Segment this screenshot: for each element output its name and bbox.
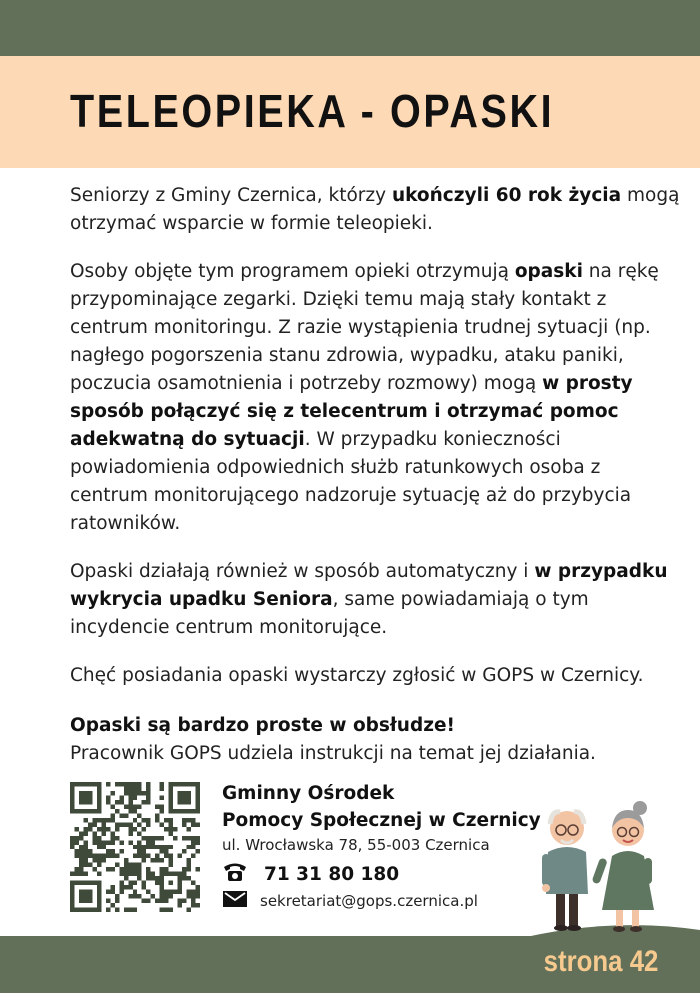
text-run: Opaski działają również w sposób automatyczny i bbox=[70, 561, 535, 582]
phone-icon bbox=[222, 861, 252, 887]
qr-code[interactable] bbox=[70, 782, 200, 912]
instructions-text: Pracownik GOPS udziela instrukcji na temat jej działania. bbox=[70, 743, 596, 764]
email-address[interactable]: sekretariat@gops.czernica.pl bbox=[260, 892, 478, 910]
org-name-line2: Pomocy Społecznej w Czernicy bbox=[222, 810, 541, 831]
email-row bbox=[222, 888, 478, 914]
bold-phrase: w prosty sposób połączyć się z telecentrum i otrzymać pomoc adekwatną do sytuacji bbox=[70, 373, 633, 450]
paragraph-eligibility bbox=[70, 182, 680, 238]
seniors-illustration bbox=[528, 790, 673, 940]
bold-phrase: w przypadku wykrycia upadku Seniora bbox=[70, 561, 668, 610]
text-run: mogą otrzymać wsparcie w formie teleopieki. bbox=[70, 185, 680, 234]
paragraph-program bbox=[70, 258, 680, 538]
paragraph-automatic bbox=[70, 558, 680, 642]
phone-row bbox=[222, 860, 399, 888]
paragraph-apply bbox=[70, 662, 680, 690]
page-title: TELEOPIEKA - OPASKI bbox=[70, 85, 555, 137]
org-name-line1: Gminny Ośrodek bbox=[222, 783, 395, 804]
bold-phrase: ukończyli 60 rok życia bbox=[391, 185, 622, 206]
text-run: Chęć posiadania opaski wystarczy zgłosić w GOPS w Czernicy. bbox=[70, 665, 644, 686]
text-run: . W przypadku konieczności powiadomienia odpowiednich służb ratunkowych osoba z centrum monitorującego nadzoruje sytuację aż do przybycia ratowników. bbox=[70, 429, 632, 534]
bold-phrase: opaski bbox=[514, 261, 583, 282]
paragraph-instructions bbox=[70, 712, 680, 768]
text-run: , same powiadamiają o tym incydencie centrum monitorujące. bbox=[70, 589, 589, 638]
envelope-icon bbox=[222, 890, 248, 912]
text-run: Seniorzy z Gminy Czernica, którzy bbox=[70, 185, 392, 206]
text-run: Osoby objęte tym programem opieki otrzymują bbox=[70, 261, 515, 282]
instructions-heading: Opaski są bardzo proste w obsłudze! bbox=[70, 715, 455, 736]
page-number: strona 42 bbox=[543, 945, 658, 978]
phone-number[interactable]: 71 31 80 180 bbox=[264, 863, 400, 885]
text-run: na rękę przypominające zegarki. Dzięki temu mają stały kontakt z centrum monitoringu. Z razie wystąpienia trudnej sytuacji (np. nagłego pogorszenia stanu zdrowia, wypadku, ataku paniki, poczucia osamotnienia i potrzeby rozmowy) mogą bbox=[70, 261, 659, 394]
contact-org bbox=[222, 780, 541, 834]
address: ul. Wrocławska 78, 55-003 Czernica bbox=[222, 836, 490, 854]
top-bar bbox=[0, 0, 700, 56]
